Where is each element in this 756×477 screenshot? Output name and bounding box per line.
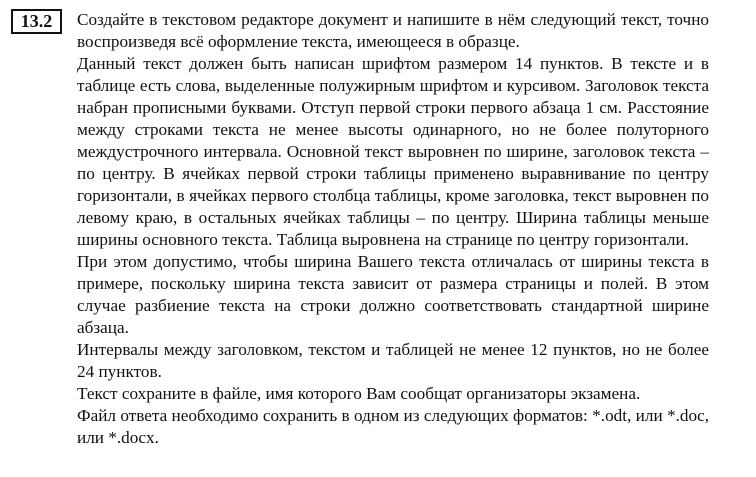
task-number-box: 13.2: [11, 9, 62, 34]
task-paragraph-width-note: При этом допустимо, чтобы ширина Вашего текста отличалась от ширины текста в примере, поскольку ширина текста зависит от размера страницы и полей. В этом случае разбиение текста на строки должно соответствовать стандартной ширине абзаца.: [77, 252, 709, 337]
task-paragraph-formatting: Данный текст должен быть написан шрифтом размером 14 пунктов. В тексте и в таблице есть слова, выделенные полужирным шрифтом и курсивом. Заголовок текста набран прописными буквами. Отступ первой строки первого абзаца 1 см. Расстояние между строками текста не менее высоты одинарного, но не более полуторного междустрочного интервала. Основной текст выровнен по ширине, заголовок текста – по центру. В ячейках первой строки таблицы применено выравнивание по центру горизонтали, в ячейках первого столбца таблицы, кроме заголовка, текст выровнен по левому краю, в остальных ячейках таблицы – по центру. Ширина таблицы меньше ширины основного текста. Таблица выровнена на странице по центру горизонтали.: [77, 54, 709, 249]
task-paragraph-intervals: Интервалы между заголовком, текстом и таблицей не менее 12 пунктов, но не более 24 пунктов.: [77, 340, 709, 381]
task-paragraph-save: Текст сохраните в файле, имя которого Вам сообщат организаторы экзамена.: [77, 384, 641, 403]
task-paragraph-create: Создайте в текстовом редакторе документ и напишите в нём следующий текст, точно воспроизведя всё оформление текста, имеющееся в образце.: [77, 10, 709, 51]
task-paragraph-formats: Файл ответа необходимо сохранить в одном из следующих форматов: *.odt, или *.doc, или *.docx.: [77, 406, 709, 447]
task-text: [77, 9, 709, 449]
